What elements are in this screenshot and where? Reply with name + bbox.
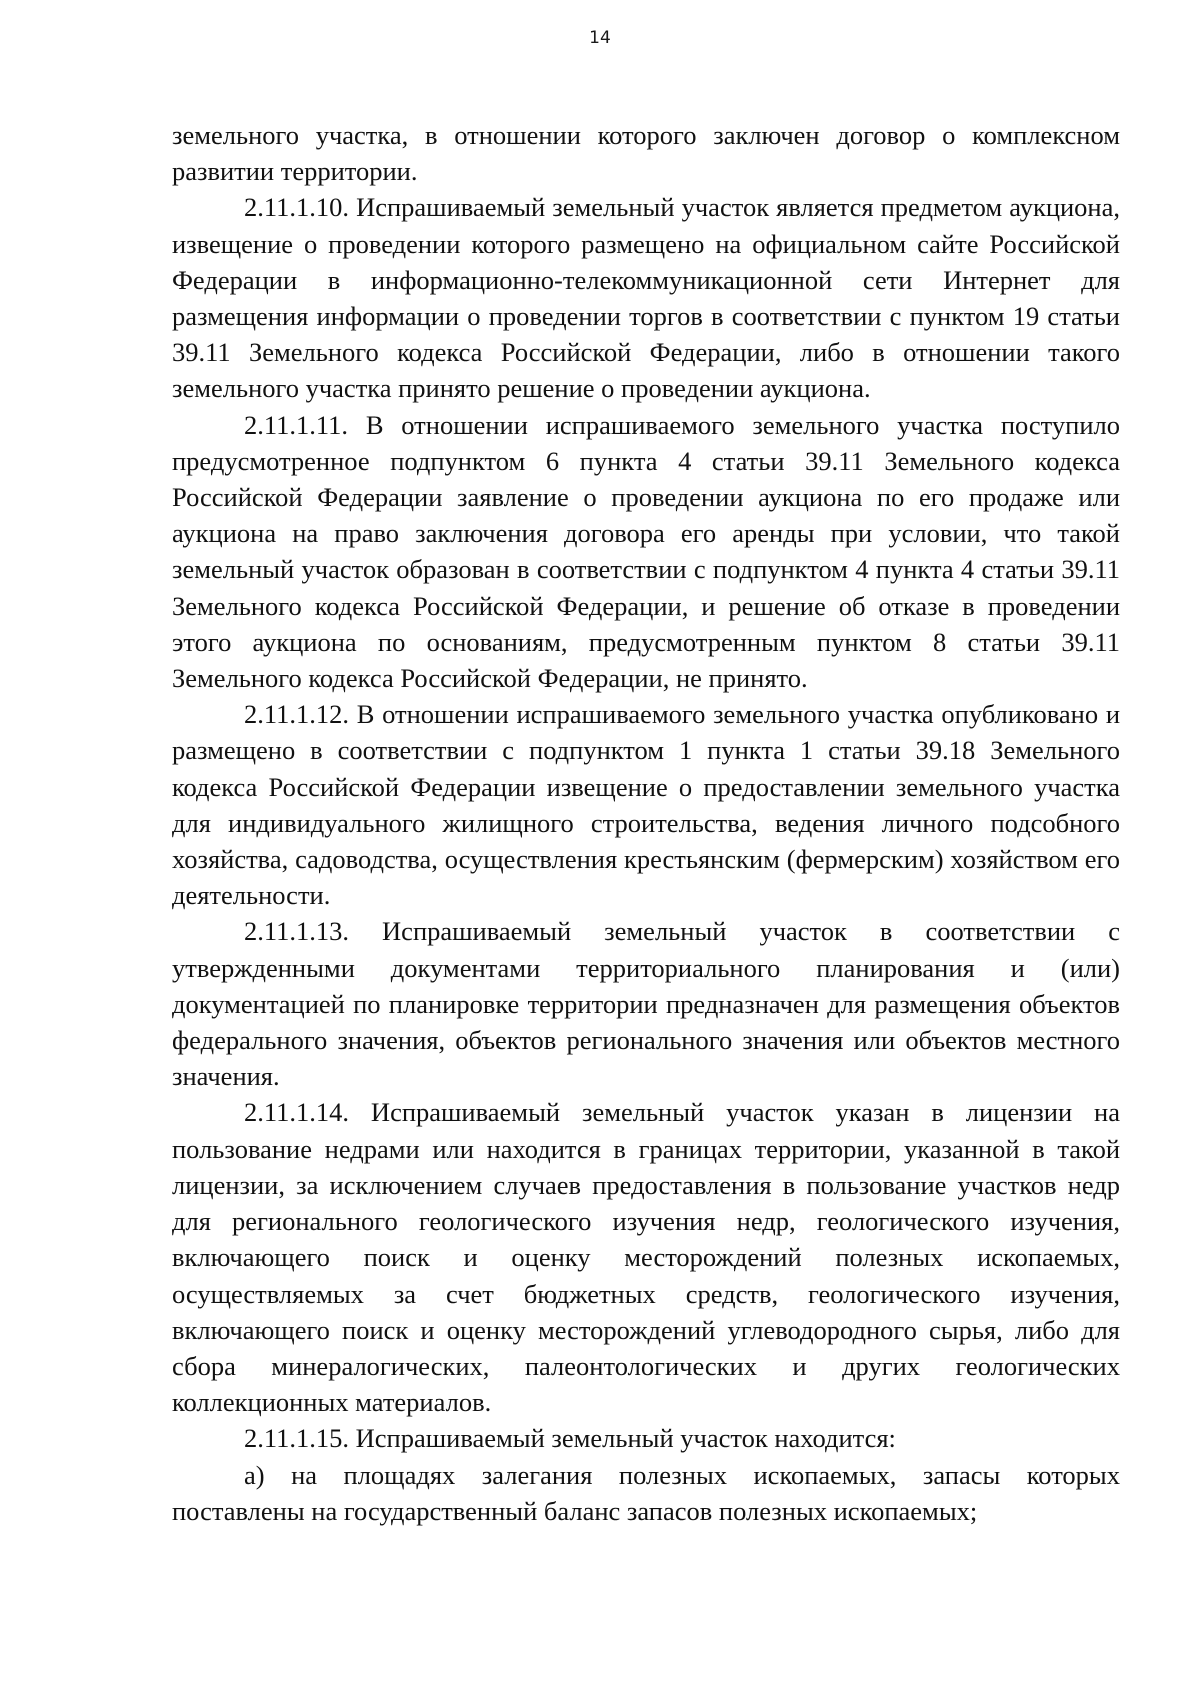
paragraph-2-11-1-12: 2.11.1.12. В отношении испрашиваемого земельного участка опубликовано и размещено в соответствии с подпунктом 1 пункта 1 статьи 39.18 Земельного кодекса Российской Федерации извещение о предоставлении земельного участка для индивидуального жилищного строительства, ведения личного подсобного хозяйства, садоводства, осуществления крестьянским (фермерским) хозяйством его деятельности.: [172, 699, 1120, 911]
paragraph-item-a: а) на площадях залегания полезных ископаемых, запасы которых поставлены на государственный баланс запасов полезных ископаемых;: [172, 1459, 1120, 1526]
paragraph-2-11-1-13: 2.11.1.13. Испрашиваемый земельный участок в соответствии с утвержденными документами территориального планирования и (или) документацией по планировке территории предназначен для размещения объектов федерального значения, объектов регионального значения или объектов местного значения.: [172, 916, 1120, 1092]
document-body: [172, 117, 1120, 1529]
paragraph-continuation: земельного участка, в отношении которого заключен договор о комплексном развитии территории.: [172, 120, 1120, 187]
paragraph-2-11-1-14: 2.11.1.14. Испрашиваемый земельный участок указан в лицензии на пользование недрами или находится в границах территории, указанной в такой лицензии, за исключением случаев предоставления в пользование участков недр для регионального геологического изучения недр, геологического изучения, включающего поиск и оценку месторождений полезных ископаемых, осуществляемых за счет бюджетных средств, геологического изучения, включающего поиск и оценку месторождений углеводородного сырья, либо для сбора минералогических, палеонтологических и других геологических коллекционных материалов.: [172, 1097, 1120, 1418]
page-number: 14: [589, 28, 611, 48]
paragraph-2-11-1-11: 2.11.1.11. В отношении испрашиваемого земельного участка поступило предусмотренное подпунктом 6 пункта 4 статьи 39.11 Земельного кодекса Российской Федерации заявление о проведении аукциона по его продаже или аукциона на право заключения договора его аренды при условии, что такой земельный участок образован в соответствии с подпунктом 4 пункта 4 статьи 39.11 Земельного кодекса Российской Федерации, и решение об отказе в проведении этого аукциона по основаниям, предусмотренным пунктом 8 статьи 39.11 Земельного кодекса Российской Федерации, не принято.: [172, 409, 1120, 694]
paragraph-2-11-1-10: 2.11.1.10. Испрашиваемый земельный участок является предметом аукциона, извещение о проведении которого размещено на официальном сайте Российской Федерации в информационно-телекоммуникационной сети Интернет для размещения информации о проведении торгов в соответствии с пунктом 19 статьи 39.11 Земельного кодекса Российской Федерации, либо в отношении такого земельного участка принято решение о проведении аукциона.: [172, 192, 1120, 404]
paragraph-2-11-1-15: 2.11.1.15. Испрашиваемый земельный участок находится:: [244, 1423, 896, 1454]
